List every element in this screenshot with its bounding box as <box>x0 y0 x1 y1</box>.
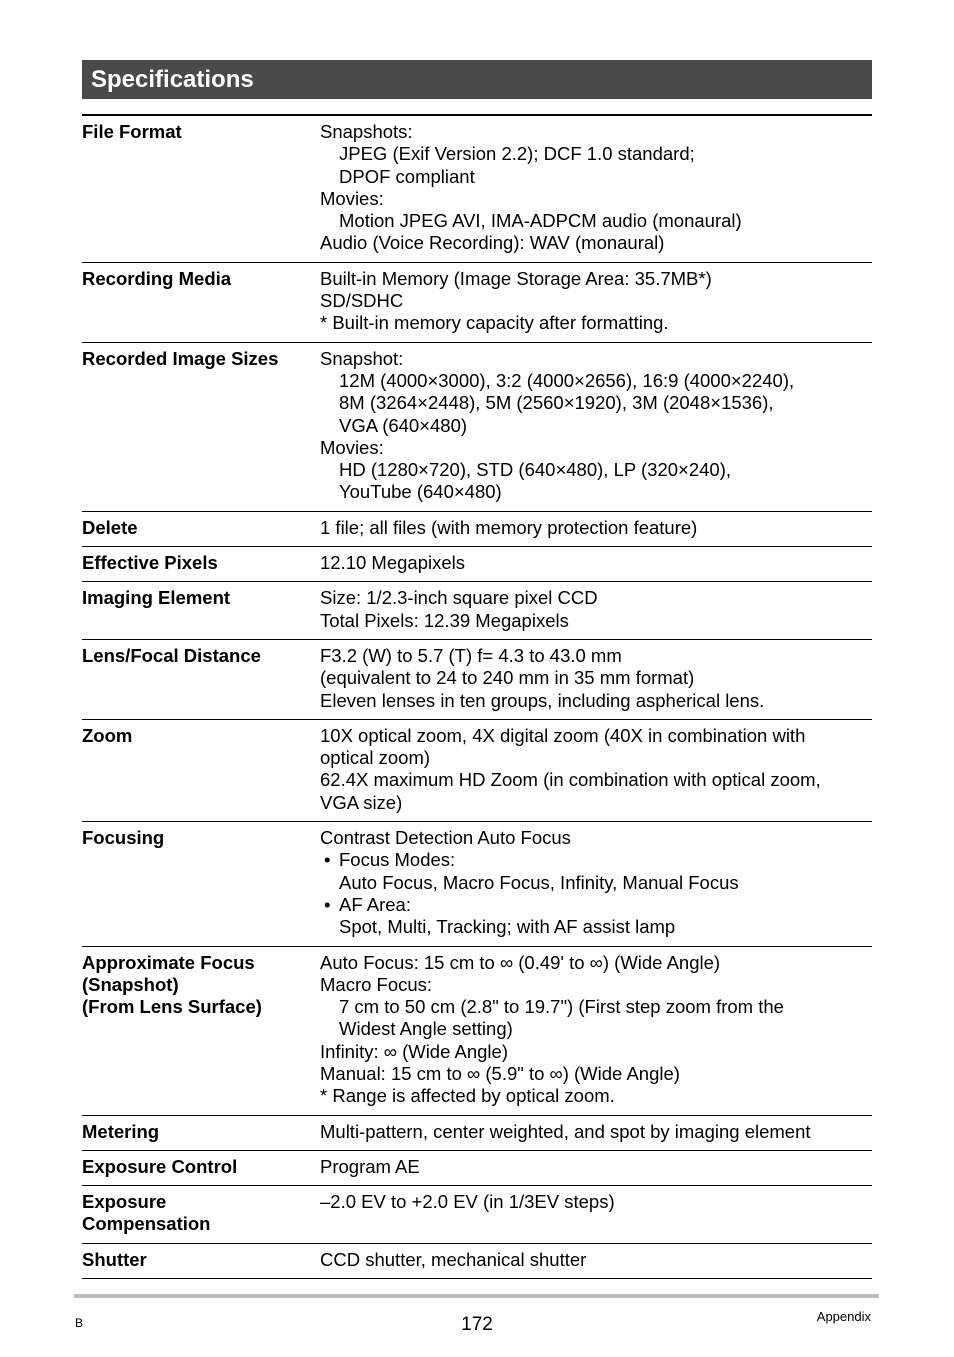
specifications-table-body <box>82 115 872 1279</box>
spec-value <box>320 115 872 262</box>
spec-label: Zoom <box>82 719 320 821</box>
spec-value <box>320 946 872 1115</box>
spec-label-line: (From Lens Surface) <box>82 996 262 1018</box>
spec-label: Imaging Element <box>82 582 320 640</box>
spec-value-line: Total Pixels: 12.39 Megapixels <box>320 609 569 631</box>
spec-value-subline: JPEG (Exif Version 2.2); DCF 1.0 standard; <box>339 143 695 165</box>
footer-left-mark: B <box>75 1316 84 1330</box>
spec-value-line: Snapshot: <box>320 347 404 369</box>
section-title-bar <box>82 60 872 99</box>
spec-value-subline: YouTube (640×480) <box>339 481 502 503</box>
spec-label <box>82 946 320 1115</box>
spec-value <box>320 1186 872 1244</box>
spec-value-line: 10X optical zoom, 4X digital zoom (40X in combination with <box>320 724 806 746</box>
spec-label: Focusing <box>82 822 320 946</box>
spec-value <box>320 639 872 719</box>
spec-bullet-text: Focus Modes: <box>339 849 456 871</box>
spec-value <box>320 582 872 640</box>
spec-value <box>320 1150 872 1185</box>
spec-value-line: F3.2 (W) to 5.7 (T) f= 4.3 to 43.0 mm <box>320 644 622 666</box>
page-title: Specifications <box>91 66 254 93</box>
spec-label: Metering <box>82 1115 320 1150</box>
spec-value-line: 1 file; all files (with memory protection feature) <box>320 516 698 538</box>
spec-value-subline: Motion JPEG AVI, IMA-ADPCM audio (monaural) <box>339 210 742 232</box>
spec-value-line: Eleven lenses in ten groups, including aspherical lens. <box>320 689 765 711</box>
spec-value <box>320 822 872 946</box>
spec-row <box>82 639 872 719</box>
spec-label-line: Exposure <box>82 1191 167 1213</box>
spec-label-line: (Snapshot) <box>82 973 179 995</box>
spec-value-line: * Built-in memory capacity after formatting. <box>320 312 669 334</box>
spec-value-line: * Range is affected by optical zoom. <box>320 1085 615 1107</box>
spec-value <box>320 511 872 546</box>
spec-label: Recording Media <box>82 262 320 342</box>
spec-value-subline: Spot, Multi, Tracking; with AF assist lamp <box>339 916 676 938</box>
spec-value-line: 62.4X maximum HD Zoom (in combination with optical zoom, <box>320 769 821 791</box>
spec-value-line: 12.10 Megapixels <box>320 552 466 574</box>
spec-value <box>320 547 872 582</box>
spec-label: Recorded Image Sizes <box>82 342 320 511</box>
spec-value-line: (equivalent to 24 to 240 mm in 35 mm format) <box>320 667 695 689</box>
spec-value-subline: VGA (640×480) <box>339 414 468 436</box>
bullet-icon: • <box>324 849 331 871</box>
spec-value-line: Snapshots: <box>320 121 413 142</box>
spec-bullet-line <box>320 894 872 916</box>
spec-value <box>320 1243 872 1278</box>
spec-value-subline: DPOF compliant <box>339 165 475 187</box>
spec-row <box>82 719 872 821</box>
page-number: 172 <box>461 1314 493 1335</box>
spec-value-line: VGA size) <box>320 791 403 813</box>
spec-value-line: Auto Focus: 15 cm to ∞ (0.49' to ∞) (Wide Angle) <box>320 951 721 973</box>
spec-value-subline: 12M (4000×3000), 3:2 (4000×2656), 16:9 (4000×2240), <box>339 369 795 391</box>
spec-label-line: Compensation <box>82 1213 211 1235</box>
spec-row <box>82 1115 872 1150</box>
spec-value-line: Contrast Detection Auto Focus <box>320 827 571 849</box>
spec-label: File Format <box>82 115 320 262</box>
spec-value-line: –2.0 EV to +2.0 EV (in 1/3EV steps) <box>320 1191 615 1213</box>
spec-row <box>82 115 872 262</box>
spec-label: Effective Pixels <box>82 547 320 582</box>
spec-value <box>320 342 872 511</box>
spec-row <box>82 822 872 946</box>
spec-value-line: Audio (Voice Recording): WAV (monaural) <box>320 232 665 254</box>
spec-value-subline: 8M (3264×2448), 5M (2560×1920), 3M (2048×1536), <box>339 392 774 414</box>
spec-value-subline: 7 cm to 50 cm (2.8" to 19.7") (First step zoom from the <box>339 996 784 1018</box>
spec-bullet-line <box>320 849 872 871</box>
spec-row <box>82 547 872 582</box>
spec-value-line: Size: 1/2.3-inch square pixel CCD <box>320 587 598 609</box>
spec-value-line: Manual: 15 cm to ∞ (5.9" to ∞) (Wide Angle) <box>320 1062 680 1084</box>
spec-label-line: Approximate Focus <box>82 951 255 973</box>
spec-row <box>82 262 872 342</box>
spec-value-line: SD/SDHC <box>320 290 404 312</box>
spec-value-line: optical zoom) <box>320 747 431 769</box>
spec-label <box>82 1186 320 1244</box>
spec-label: Delete <box>82 511 320 546</box>
spec-label: Lens/Focal Distance <box>82 639 320 719</box>
spec-value-subline: Widest Angle setting) <box>339 1018 513 1040</box>
spec-value <box>320 262 872 342</box>
spec-value-line: Movies: <box>320 187 384 209</box>
spec-value-line: Macro Focus: <box>320 973 433 995</box>
footer-divider <box>74 1294 879 1298</box>
spec-value-line: Built-in Memory (Image Storage Area: 35.7MB*) <box>320 267 712 289</box>
spec-value <box>320 1115 872 1150</box>
spec-value-subline: Auto Focus, Macro Focus, Infinity, Manual Focus <box>339 871 739 893</box>
spec-value-line: Infinity: ∞ (Wide Angle) <box>320 1040 508 1062</box>
bullet-icon: • <box>324 893 331 915</box>
spec-value-line: Program AE <box>320 1155 420 1177</box>
spec-row <box>82 1150 872 1185</box>
spec-value-line: Movies: <box>320 436 384 458</box>
spec-value-line: Multi-pattern, center weighted, and spot by imaging element <box>320 1120 811 1142</box>
spec-row <box>82 511 872 546</box>
spec-row <box>82 582 872 640</box>
spec-row <box>82 342 872 511</box>
spec-label: Exposure Control <box>82 1150 320 1185</box>
specifications-table <box>82 114 872 1279</box>
spec-bullet-text: AF Area: <box>339 893 411 915</box>
spec-value-line: CCD shutter, mechanical shutter <box>320 1248 587 1270</box>
spec-label: Shutter <box>82 1243 320 1278</box>
spec-row <box>82 946 872 1115</box>
spec-value <box>320 719 872 821</box>
footer-section-label: Appendix <box>816 1309 871 1324</box>
spec-row <box>82 1243 872 1278</box>
spec-row <box>82 1186 872 1244</box>
spec-value-subline: HD (1280×720), STD (640×480), LP (320×240), <box>339 459 731 481</box>
